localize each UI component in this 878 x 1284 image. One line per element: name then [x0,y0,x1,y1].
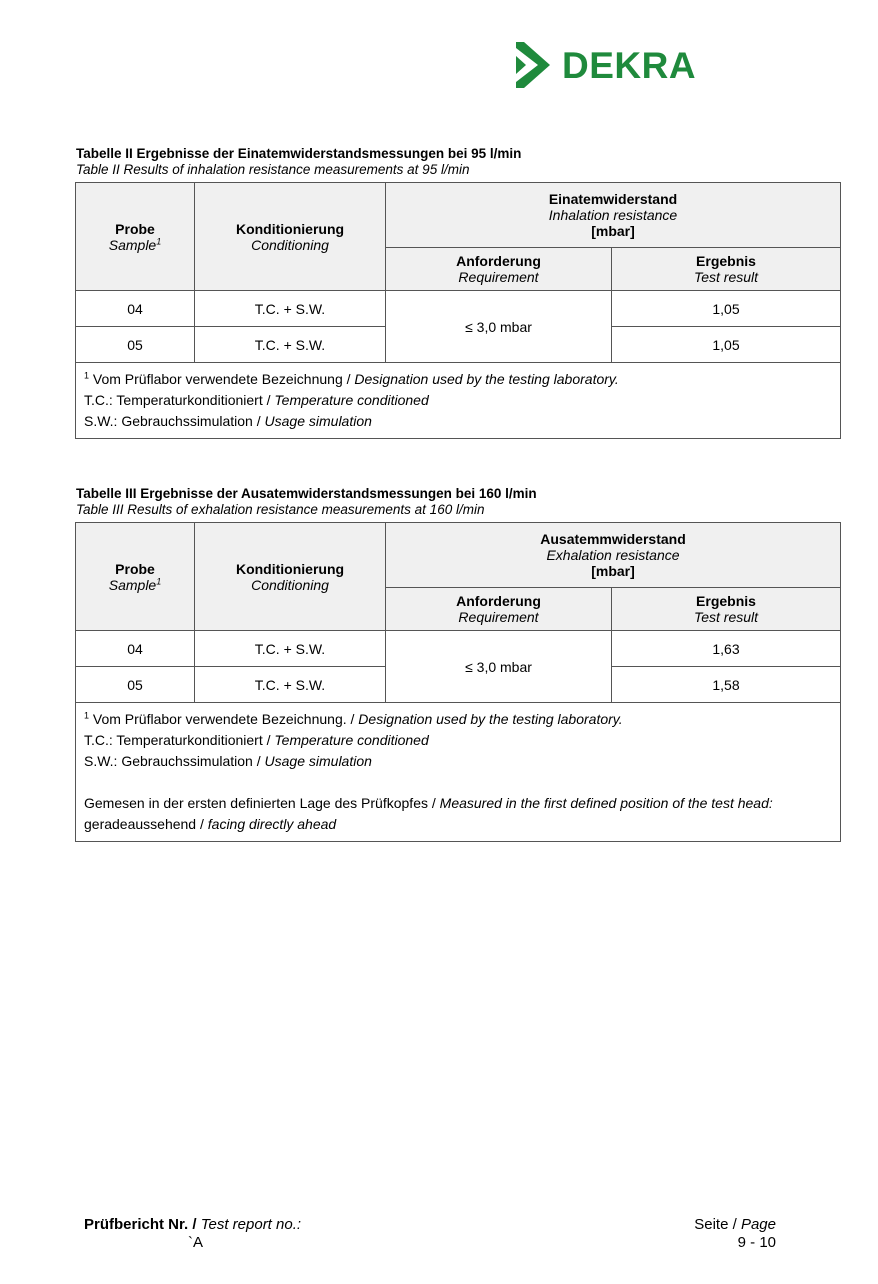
cell-conditioning: T.C. + S.W. [195,667,386,703]
header-conditioning [195,523,386,631]
header-group-de: Einatemwiderstand [548,191,678,207]
header-group-unit: [mbar] [591,563,635,579]
cell-result: 1,63 [612,631,841,667]
header-sample [76,183,195,291]
note-de: Vom Prüflabor verwendete Bezeichnung / [92,371,355,387]
note-sw [84,751,832,772]
header-conditioning-de: Konditionierung [235,560,345,577]
note-tc [84,390,832,411]
footnote-marker: 1 [84,710,90,721]
note-spacer [84,772,832,793]
cell-conditioning: T.C. + S.W. [195,291,386,327]
note-de: S.W.: Gebrauchssimulation / [84,413,265,429]
logo-wordmark: DEKRA [562,45,697,86]
header-result-de: Ergebnis [696,593,756,609]
note-designation [84,369,832,390]
note-en: Designation used by the testing laboratory. [358,711,623,727]
table2-caption-en: Table II Results of inhalation resistance measurements at 95 l/min [76,162,470,177]
header-group [386,183,841,248]
cell-sample: 05 [76,667,195,703]
note-en: Measured in the first defined position of the test head: [439,795,773,811]
header-requirement [386,588,612,631]
header-requirement-de: Anforderung [456,593,541,609]
header-sample-en: Sample [108,576,157,593]
exhalation-resistance-table [75,522,841,842]
footer-page-label-en: Page [740,1216,776,1233]
dekra-logo-icon [512,42,550,90]
note-sw [84,411,832,432]
table2-notes [76,363,841,439]
header-result [612,588,841,631]
header-group-en: Inhalation resistance [548,207,678,223]
header-requirement-de: Anforderung [456,253,541,269]
header-conditioning-de: Konditionierung [235,220,345,237]
note-de: Gemesen in der ersten definierten Lage des Prüfkopfes / [84,795,440,811]
header-group-de: Ausatemmwiderstand [540,531,686,547]
table3-notes [76,703,841,842]
header-conditioning-en: Conditioning [251,576,329,593]
note-facing [84,814,832,835]
cell-conditioning: T.C. + S.W. [195,631,386,667]
cell-conditioning: T.C. + S.W. [195,327,386,363]
cell-result: 1,05 [612,291,841,327]
footnote-marker: 1 [156,575,162,586]
header-result-en: Test result [693,609,759,625]
footer-page-number: 9 - 10 [737,1234,776,1251]
note-en: facing directly ahead [207,816,337,832]
footer-report-number: `A [188,1234,203,1251]
header-sample-en: Sample [108,236,157,253]
footer-report [84,1216,301,1252]
note-en: Temperature conditioned [274,392,429,408]
cell-sample: 05 [76,327,195,363]
note-de: T.C.: Temperaturkonditioniert / [84,732,275,748]
table3-caption [76,486,537,518]
cell-result: 1,58 [612,667,841,703]
note-position [84,793,832,814]
header-result-de: Ergebnis [696,253,756,269]
table2-caption-de: Tabelle II Ergebnisse der Einatemwiderstandsmessungen bei 95 l/min [76,146,522,161]
note-designation [84,709,832,730]
note-de: T.C.: Temperaturkonditioniert / [84,392,275,408]
cell-result: 1,05 [612,327,841,363]
header-sample-de: Probe [115,220,155,237]
footer-page-label-de: Seite / [694,1216,741,1233]
header-group [386,523,841,588]
header-conditioning [195,183,386,291]
inhalation-resistance-table [75,182,841,439]
cell-sample: 04 [76,631,195,667]
footnote-marker: 1 [156,235,162,246]
note-en: Usage simulation [264,413,372,429]
header-requirement-en: Requirement [458,269,539,285]
table3-caption-de: Tabelle III Ergebnisse der Ausatemwiderstandsmessungen bei 160 l/min [76,486,537,501]
note-en: Usage simulation [264,753,372,769]
note-tc [84,730,832,751]
footer-report-label-en: Test report no.: [200,1216,302,1233]
cell-requirement: ≤ 3,0 mbar [386,631,612,703]
table2-caption [76,146,521,178]
header-result-en: Test result [693,269,759,285]
table-row [76,631,841,667]
footnote-marker: 1 [84,370,90,381]
header-sample-de: Probe [115,560,155,577]
cell-requirement: ≤ 3,0 mbar [386,291,612,363]
note-en: Designation used by the testing laboratory. [354,371,619,387]
header-result [612,248,841,291]
note-en: Temperature conditioned [274,732,429,748]
header-conditioning-en: Conditioning [251,236,329,253]
header-requirement-en: Requirement [458,609,539,625]
table-row [76,291,841,327]
note-de: geradeaussehend / [84,816,208,832]
header-sample [76,523,195,631]
dekra-logo [512,42,696,90]
header-requirement [386,248,612,291]
note-de: Vom Prüflabor verwendete Bezeichnung. / [92,711,359,727]
table3-caption-en: Table III Results of exhalation resistance measurements at 160 l/min [76,502,485,517]
footer-page [660,1216,776,1252]
footer-report-label-de: Prüfbericht Nr. / [84,1216,201,1233]
cell-sample: 04 [76,291,195,327]
header-group-unit: [mbar] [591,223,635,239]
note-de: S.W.: Gebrauchssimulation / [84,753,265,769]
header-group-en: Exhalation resistance [546,547,680,563]
